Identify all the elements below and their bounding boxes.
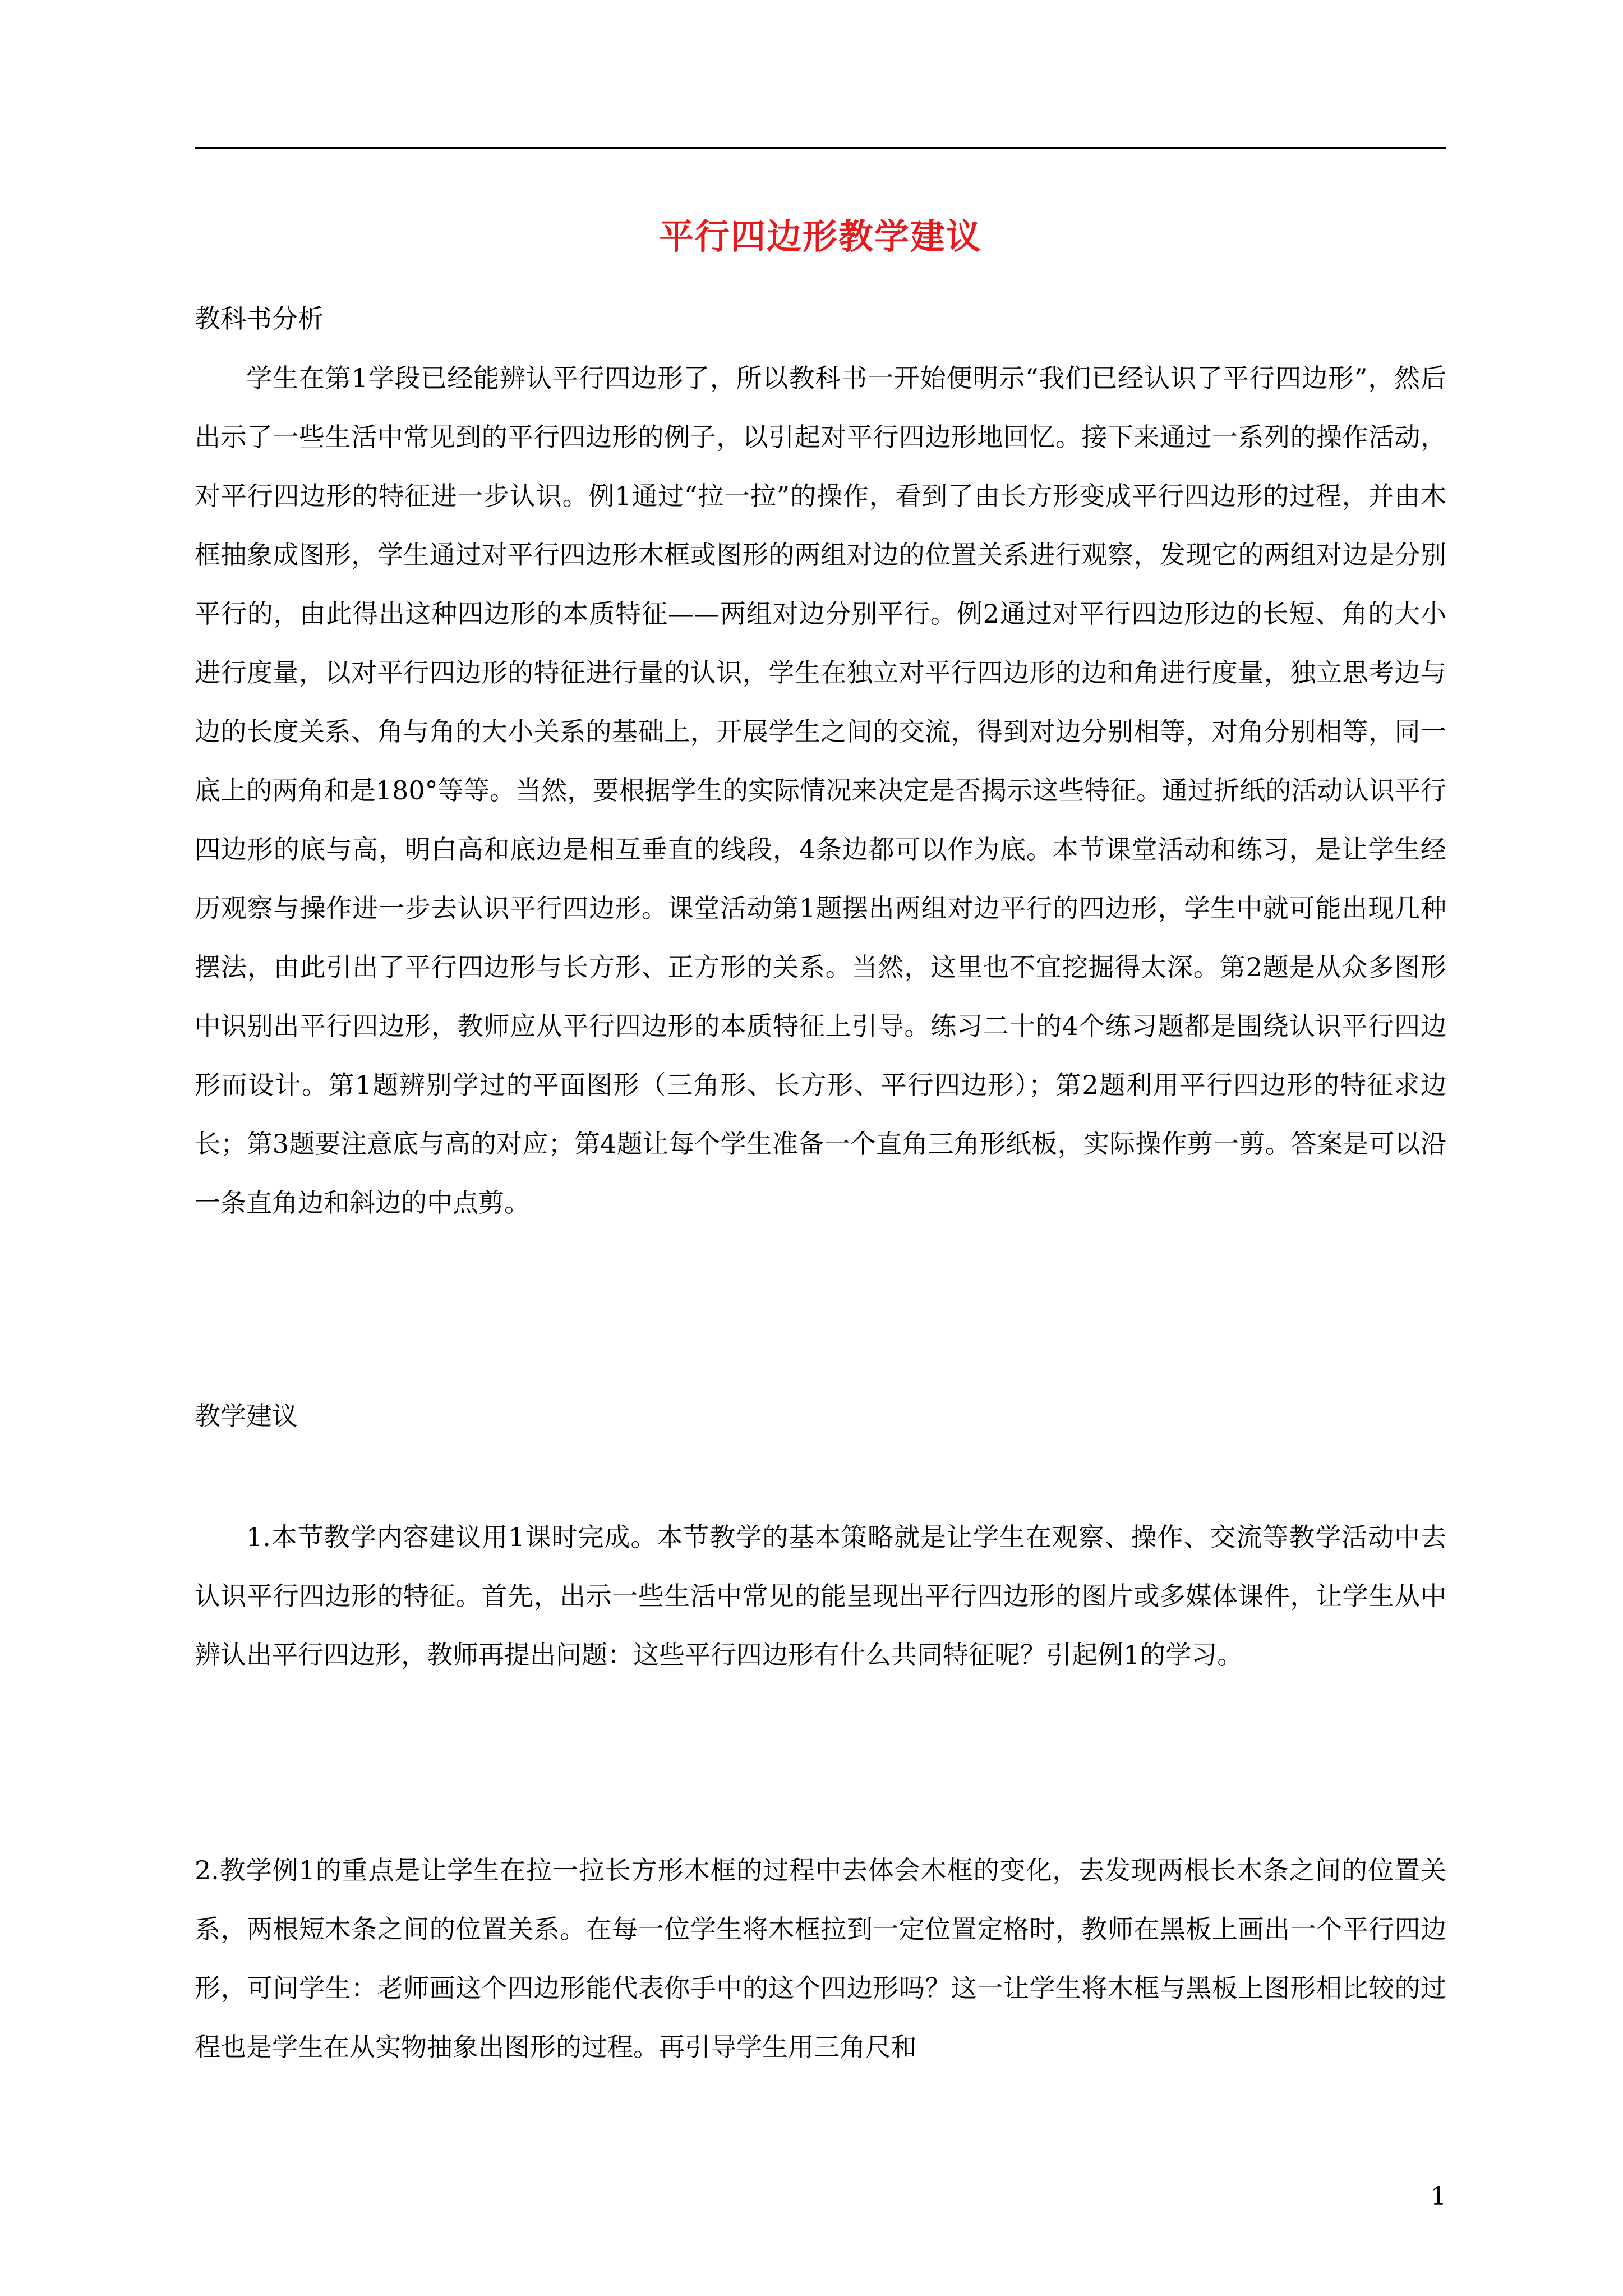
analysis-paragraph: 学生在第1学段已经能辨认平行四边形了，所以教科书一开始便明示“我们已经认识了平行四边形”，然后出示了一些生活中常见到的平行四边形的例子，以引起对平行四边形地回忆。接下来通过一系列的操作活动，对平行四边形的特征进一步认识。例1通过“拉一拉”的操作，看到了由长方形变成平行四边形的过程，并由木框抽象成图形，学生通过对平行四边形木框或图形的两组对边的位置关系进行观察，发现它的两组对边是分别平行的，由此得出这种四边形的本质特征——两组对边分别平行。例2通过对平行四边形边的长短、角的大小进行度量，以对平行四边形的特征进行量的认识，学生在独立对平行四边形的边和角进行度量，独立思考边与边的长度关系、角与角的大小关系的基础上，开展学生之间的交流，得到对边分别相等，对角分别相等，同一底上的两角和是180°等等。当然，要根据学生的实际情况来决定是否揭示这些特征。通过折纸的活动认识平行四边形的底与高，明白高和底边是相互垂直的线段，4条边都可以作为底。本节课堂活动和练习，是让学生经历观察与操作进一步去认识平行四边形。课堂活动第1题摆出两组对边平行的四边形，学生中就可能出现几种摆法，由此引出了平行四边形与长方形、正方形的关系。当然，这里也不宜挖掘得太深。第2题是从众多图形中识别出平行四边形，教师应从平行四边形的本质特征上引导。练习二十的4个练习题都是围绕认识平行四边形而设计。第1题辨别学过的平面图形（三角形、长方形、平行四边形）；第2题利用平行四边形的特征求边长；第3题要注意底与高的对应；第4题让每个学生准备一个直角三角形纸板，实际操作剪一剪。答案是可以沿一条直角边和斜边的中点剪。 <box>195 363 1446 1218</box>
suggestion-item-1: 1.本节教学内容建议用1课时完成。本节教学的基本策略就是让学生在观察、操作、交流等教学活动中去认识平行四边形的特征。首先，出示一些生活中常见的能呈现出平行四边形的图片或多媒体课件，让学生从中辨认出平行四边形，教师再提出问题：这些平行四边形有什么共同特征呢？引起例1的学习。 <box>195 1522 1446 1670</box>
suggestion-item-2: 2.教学例1的重点是让学生在拉一拉长方形木框的过程中去体会木框的变化，去发现两根长木条之间的位置关系，两根短木条之间的位置关系。在每一位学生将木框拉到一定位置定格时，教师在黑板上画出一个平行四边形，可问学生：老师画这个四边形能代表你手中的这个四边形吗？这一让学生将木框与黑板上图形相比较的过程也是学生在从实物抽象出图形的过程。再引导学生用三角尺和 <box>195 1855 1446 2062</box>
page-number: 1 <box>1431 2182 1446 2211</box>
section-heading-analysis: 教科书分析 <box>195 303 324 334</box>
header-rule <box>195 147 1446 149</box>
section-heading-suggestions: 教学建议 <box>195 1401 298 1431</box>
document-title: 平行四边形教学建议 <box>658 216 982 257</box>
